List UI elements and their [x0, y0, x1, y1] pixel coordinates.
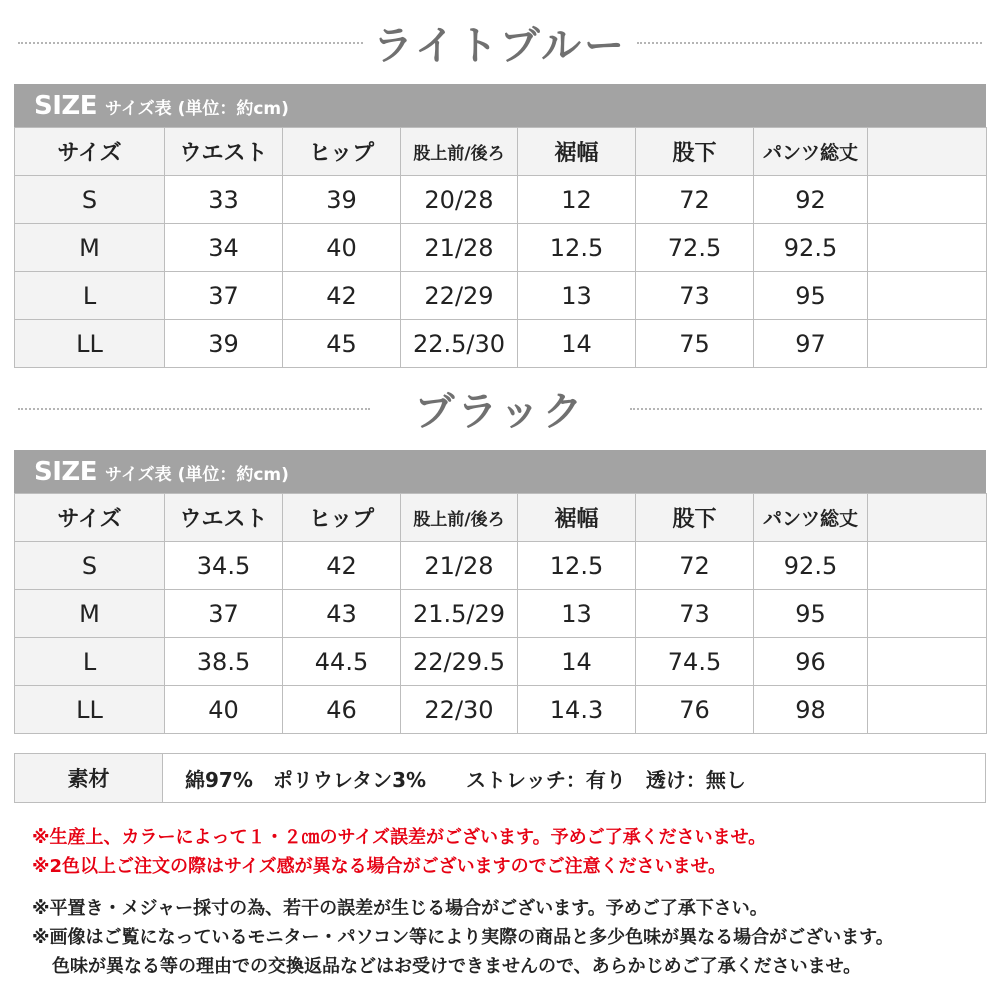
column-header: 股上前/後ろ: [401, 494, 518, 542]
material-value: 綿97% ポリウレタン3% ストレッチ：有り 透け：無し: [163, 754, 986, 803]
material-table: [14, 753, 986, 803]
table-cell: 96: [754, 638, 868, 686]
table-cell: 22/29: [401, 272, 518, 320]
table-cell: 95: [754, 272, 868, 320]
table-cell: 33: [165, 176, 283, 224]
table-cell: 37: [165, 272, 283, 320]
column-header: 股下: [636, 494, 754, 542]
table-cell: [868, 224, 987, 272]
table-cell: 97: [754, 320, 868, 368]
table-cell: 12.5: [518, 542, 636, 590]
column-header: ヒップ: [283, 128, 401, 176]
note-size-variance: ※生産上、カラーによって１・２㎝のサイズ誤差がございます。予めご了承くださいませ。: [32, 827, 767, 848]
table-cell: 92.5: [754, 224, 868, 272]
dotted-divider-left: [18, 408, 370, 410]
size-cell: M: [15, 590, 165, 638]
column-header: ウエスト: [165, 128, 283, 176]
table-cell: [868, 686, 987, 734]
table-cell: 34: [165, 224, 283, 272]
table-cell: [868, 272, 987, 320]
note-no-returns: 色味が異なる等の理由での交換返品などはお受けできませんので、あらかじめご了承くださいませ。: [52, 956, 862, 977]
table-cell: 95: [754, 590, 868, 638]
size-cell: L: [15, 272, 165, 320]
column-header: 裾幅: [518, 128, 636, 176]
table-cell: 40: [283, 224, 401, 272]
note-monitor-color: ※画像はご覧になっているモニター・パソコン等により実際の商品と多少色味が異なる場合がございます。: [32, 927, 894, 948]
table-cell: 13: [518, 590, 636, 638]
table-cell: 92.5: [754, 542, 868, 590]
size-cell: LL: [15, 320, 165, 368]
table-row: [15, 224, 987, 272]
dotted-divider-right: [637, 42, 982, 44]
table-cell: [868, 542, 987, 590]
table-cell: 40: [165, 686, 283, 734]
size-table-lightblue: [14, 127, 987, 368]
table-cell: 22/30: [401, 686, 518, 734]
table-cell: 42: [283, 272, 401, 320]
table-row: [15, 272, 987, 320]
table-row: [15, 638, 987, 686]
table-cell: 73: [636, 590, 754, 638]
table-cell: 45: [283, 320, 401, 368]
column-header: パンツ総丈: [754, 128, 868, 176]
size-unit-label: サイズ表 (単位：約cm): [105, 99, 289, 119]
table-cell: 14: [518, 638, 636, 686]
size-cell: S: [15, 176, 165, 224]
column-header: 股上前/後ろ: [401, 128, 518, 176]
size-cell: LL: [15, 686, 165, 734]
table-cell: 43: [283, 590, 401, 638]
table-row: [15, 686, 987, 734]
section-title-text: ライトブルー: [367, 14, 633, 71]
table-cell: 92: [754, 176, 868, 224]
table-row: [15, 320, 987, 368]
size-cell: S: [15, 542, 165, 590]
size-label: SIZE: [34, 90, 98, 121]
table-cell: 44.5: [283, 638, 401, 686]
column-header: ウエスト: [165, 494, 283, 542]
table-cell: 13: [518, 272, 636, 320]
size-table-black: [14, 493, 987, 734]
table-cell: 46: [283, 686, 401, 734]
table-cell: [868, 320, 987, 368]
table-cell: 75: [636, 320, 754, 368]
table-cell: 74.5: [636, 638, 754, 686]
table-cell: 22.5/30: [401, 320, 518, 368]
table-cell: [868, 638, 987, 686]
column-header: 裾幅: [518, 494, 636, 542]
table-cell: 14: [518, 320, 636, 368]
table-cell: 42: [283, 542, 401, 590]
size-unit-label: サイズ表 (単位：約cm): [105, 465, 289, 485]
table-cell: 20/28: [401, 176, 518, 224]
column-header: パンツ総丈: [754, 494, 868, 542]
size-cell: M: [15, 224, 165, 272]
table-row: [15, 542, 987, 590]
note-multi-color-order: ※2色以上ご注文の際はサイズ感が異なる場合がございますのでご注意くださいませ。: [32, 856, 727, 877]
table-cell: [868, 590, 987, 638]
table-cell: 21/28: [401, 542, 518, 590]
size-cell: L: [15, 638, 165, 686]
column-header: サイズ: [15, 128, 165, 176]
size-table-header-bar: [14, 84, 986, 127]
section-title-black: [0, 378, 1000, 438]
note-measurement-error: ※平置き・メジャー採寸の為、若干の誤差が生じる場合がございます。予めご了承下さい。: [32, 898, 768, 919]
table-cell: 39: [283, 176, 401, 224]
material-row: [15, 754, 986, 803]
column-header: [868, 128, 987, 176]
table-cell: 37: [165, 590, 283, 638]
table-cell: 72.5: [636, 224, 754, 272]
section-title-text: ブラック: [408, 380, 591, 437]
table-header-row: [15, 494, 987, 542]
table-cell: 12: [518, 176, 636, 224]
material-label: 素材: [15, 754, 163, 803]
table-cell: 72: [636, 542, 754, 590]
table-cell: 39: [165, 320, 283, 368]
table-cell: 76: [636, 686, 754, 734]
dotted-divider-right: [630, 408, 982, 410]
table-cell: 98: [754, 686, 868, 734]
column-header: サイズ: [15, 494, 165, 542]
table-cell: 34.5: [165, 542, 283, 590]
table-row: [15, 590, 987, 638]
table-cell: [868, 176, 987, 224]
table-cell: 12.5: [518, 224, 636, 272]
size-label: SIZE: [34, 456, 98, 487]
table-cell: 73: [636, 272, 754, 320]
table-cell: 72: [636, 176, 754, 224]
column-header: [868, 494, 987, 542]
table-header-row: [15, 128, 987, 176]
size-table-header-bar: [14, 450, 986, 493]
table-cell: 21/28: [401, 224, 518, 272]
column-header: 股下: [636, 128, 754, 176]
dotted-divider-left: [18, 42, 363, 44]
table-cell: 14.3: [518, 686, 636, 734]
table-cell: 38.5: [165, 638, 283, 686]
section-title-lightblue: [0, 12, 1000, 72]
table-row: [15, 176, 987, 224]
column-header: ヒップ: [283, 494, 401, 542]
table-cell: 21.5/29: [401, 590, 518, 638]
table-cell: 22/29.5: [401, 638, 518, 686]
